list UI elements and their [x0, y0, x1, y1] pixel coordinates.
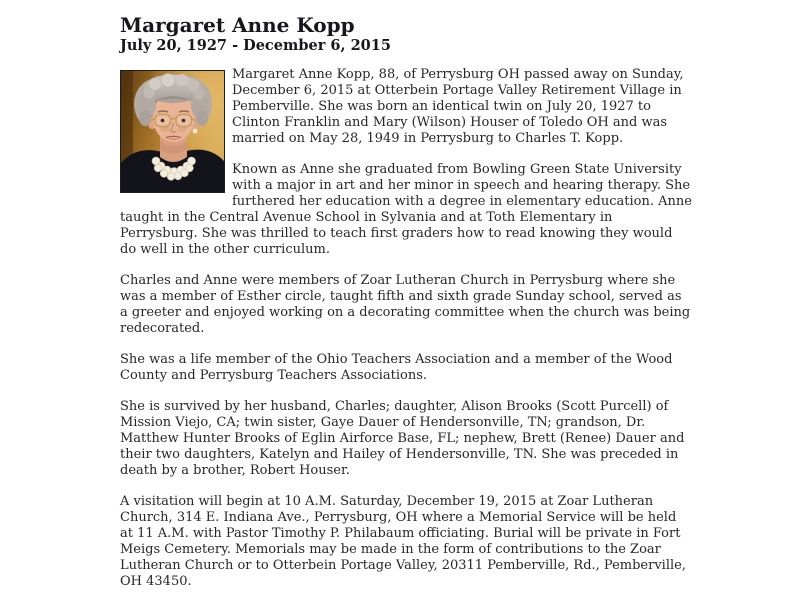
portrait-photo-illustration: [121, 71, 224, 192]
obituary-body: [120, 67, 692, 590]
portrait-photo: [120, 70, 225, 193]
obituary-paragraph-1: Margaret Anne Kopp, 88, of Perrysburg OH passed away on Sunday, December 6, 2015 at Otterbein Portage Valley Retirement Village in Pemberville. She was born an identical twin on July 20, 1927 to Clinton Franklin and Mary (Wilson) Houser of Toledo OH and was married on May 28, 1949 in Perrysburg to Charles T. Kopp.: [232, 67, 684, 146]
obituary-paragraph-3: Charles and Anne were members of Zoar Lutheran Church in Perrysburg where she was a member of Esther circle, taught fifth and sixth grade Sunday school, served as a greeter and enjoyed working on a decorating committee when the church was being redecorated.: [120, 273, 691, 336]
obituary-paragraph-4: She was a life member of the Ohio Teachers Association and a member of the Wood County and Perrysburg Teachers Associations.: [120, 352, 673, 383]
obituary-paragraph-5: She is survived by her husband, Charles; daughter, Alison Brooks (Scott Purcell) of Mission Viejo, CA; twin sister, Gaye Dauer of Hendersonville, TN; grandson, Dr. Matthew Hunter Brooks of Eglin Airforce Base, FL; nephew, Brett (Renee) Dauer and their two daughters, Katelyn and Hailey of Hendersonville, TN. She was preceded in death by a brother, Robert Houser.: [120, 399, 685, 478]
obituary-paragraph-6: A visitation will begin at 10 A.M. Saturday, December 19, 2015 at Zoar Lutheran Church, 314 E. Indiana Ave., Perrysburg, OH where a Memorial Service will be held at 11 A.M. with Pastor Timothy P. Philabaum officiating. Burial will be private in Fort Meigs Cemetery. Memorials may be made in the form of contributions to the Zoar Lutheran Church or to Otterbein Portage Valley, 20311 Pemberville, Rd., Pemberville, OH 43450.: [120, 494, 686, 589]
page-title: Margaret Anne Kopp: [120, 13, 355, 37]
obituary-document: [120, 14, 692, 590]
life-dates: July 20, 1927 - December 6, 2015: [120, 37, 391, 54]
obituary-paragraph-2: Known as Anne she graduated from Bowling Green State University with a major in art and her minor in speech and hearing therapy. She furthered her education with a degree in elementary education. Anne taught in the Central Avenue School in Sylvania and at Toth Elementary in Perrysburg. She was thrilled to teach first graders how to read knowing they would do well in the other curriculum.: [120, 162, 692, 257]
